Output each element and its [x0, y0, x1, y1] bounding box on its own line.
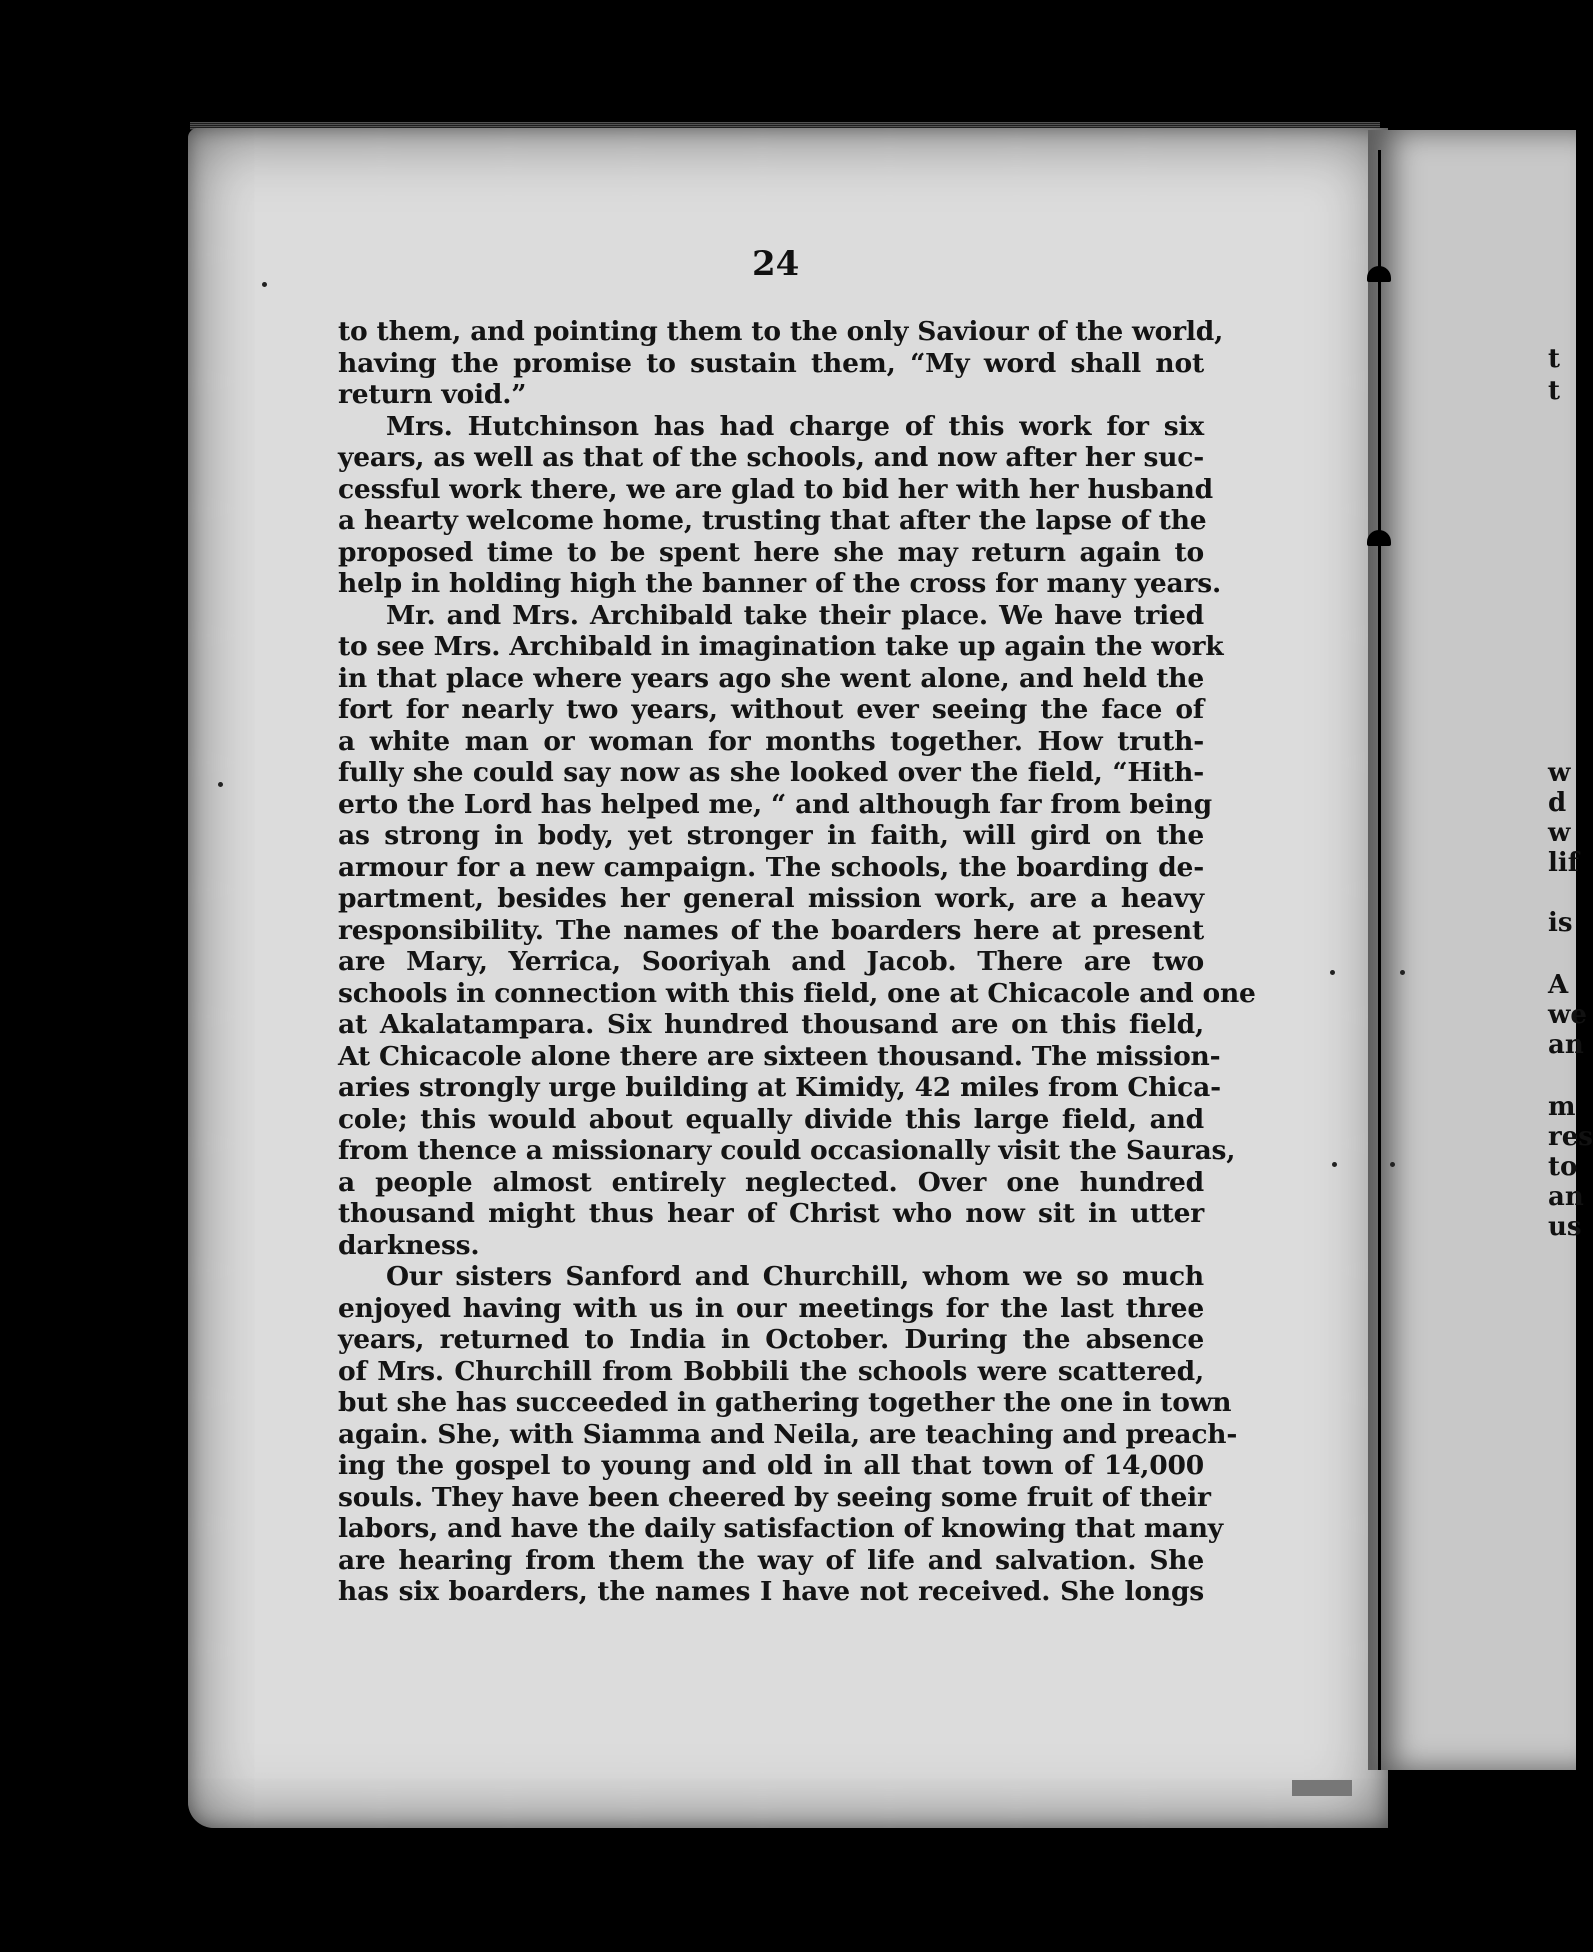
text-line: a white man or woman for months together. How truth- [338, 725, 1204, 757]
text-line: erto the Lord has helped me, “ and although far from being [338, 788, 1212, 820]
text-line: At Chicacole alone there are sixteen thousand. The mission- [338, 1040, 1221, 1072]
text-line: having the promise to sustain them, “My word shall not [338, 347, 1204, 379]
text-line: a people almost entirely neglected. Over one hundred [338, 1166, 1204, 1198]
text-line: aries strongly urge building at Kimidy, 42 miles from Chica- [338, 1072, 1221, 1103]
adjacent-page-fragment: an [1548, 1182, 1584, 1212]
scan-speck [1400, 970, 1405, 975]
text-line: labors, and have the daily satisfaction of knowing that many [338, 1513, 1223, 1544]
body-text [338, 316, 1256, 1608]
text-line: at Akalatampara. Six hundred thousand are on this field, [338, 1009, 1204, 1040]
adjacent-page-fragment: an [1548, 1030, 1584, 1060]
scan-artifact [1292, 1780, 1352, 1796]
adjacent-page-fragment: m [1548, 1092, 1576, 1122]
text-line: Mrs. Hutchinson has had charge of this work for six [386, 410, 1204, 442]
text-line: souls. They have been cheered by seeing some fruit of their [338, 1481, 1211, 1513]
text-line: fort for nearly two years, without ever seeing the face of [338, 694, 1204, 725]
text-line: schools in connection with this field, one at Chicacole and one [338, 977, 1256, 1009]
adjacent-page-fragment: d [1548, 788, 1567, 818]
scan-speck [1332, 1162, 1337, 1167]
text-line: return void.” [338, 379, 527, 410]
text-line: are hearing from them the way of life and salvation. She [338, 1544, 1204, 1576]
text-line: ing the gospel to young and old in all that town of 14,000 [338, 1450, 1204, 1481]
gutter-fold-line [1378, 150, 1381, 1770]
text-line: but she has succeeded in gathering together the one in town [338, 1387, 1232, 1418]
adjacent-page-fragment: A [1548, 970, 1569, 1000]
scan-speck [218, 782, 223, 787]
text-line: partment, besides her general mission work, are a heavy [338, 883, 1204, 914]
adjacent-page-fragment: lif [1548, 848, 1579, 878]
text-line: from thence a missionary could occasionally visit the Sauras, [338, 1135, 1236, 1166]
text-line: cessful work there, we are glad to bid her with her husband [338, 473, 1213, 505]
text-line: help in holding high the banner of the cross for many years. [338, 568, 1221, 599]
text-line: armour for a new campaign. The schools, the boarding de- [338, 851, 1204, 883]
text-line: thousand might thus hear of Christ who now sit in utter [338, 1198, 1204, 1229]
text-line: proposed time to be spent here she may return again to [338, 536, 1204, 568]
text-line: years, as well as that of the schools, and now after her suc- [338, 442, 1205, 473]
adjacent-page-fragment: w [1548, 818, 1571, 848]
text-line: Mr. and Mrs. Archibald take their place. We have tried [386, 599, 1204, 631]
page-number: 24 [752, 244, 800, 284]
adjacent-page-fragment: w [1548, 758, 1571, 788]
text-line: are Mary, Yerrica, Sooriyah and Jacob. There are two [338, 946, 1204, 977]
text-line: years, returned to India in October. During the absence [338, 1324, 1204, 1355]
text-line: has six boarders, the names I have not received. She longs [338, 1576, 1204, 1607]
text-line: a hearty welcome home, trusting that after the lapse of the [338, 505, 1207, 536]
adjacent-page-fragment: us [1548, 1212, 1582, 1242]
text-line: of Mrs. Churchill from Bobbili the schools were scattered, [338, 1355, 1204, 1387]
scan-speck [262, 282, 267, 287]
adjacent-page-fragment: we [1548, 1000, 1587, 1030]
text-line: fully she could say now as she looked over the field, “Hith- [338, 757, 1204, 788]
text-line: darkness. [338, 1229, 480, 1261]
adjacent-page-fragment: to [1548, 1152, 1578, 1182]
book-gutter [1368, 130, 1576, 1770]
scan-speck [1390, 1162, 1395, 1167]
text-line: responsibility. The names of the boarders here at present [338, 914, 1204, 946]
adjacent-page-fragment: t [1548, 376, 1561, 406]
adjacent-page-strip [1548, 130, 1593, 1770]
text-line: Our sisters Sanford and Churchill, whom we so much [386, 1261, 1204, 1292]
text-line: cole; this would about equally divide this large field, and [338, 1103, 1204, 1135]
text-line: again. She, with Siamma and Neila, are teaching and preach- [338, 1418, 1238, 1450]
adjacent-page-fragment: is [1548, 908, 1573, 938]
text-line: in that place where years ago she went alone, and held the [338, 662, 1204, 694]
text-line: to see Mrs. Archibald in imagination take up again the work [338, 631, 1224, 662]
adjacent-page-fragment: t [1548, 344, 1561, 374]
text-line: to them, and pointing them to the only Saviour of the world, [338, 316, 1224, 347]
scan-speck [1330, 970, 1335, 975]
text-line: as strong in body, yet stronger in faith, will gird on the [338, 820, 1204, 851]
adjacent-page-fragment: res [1548, 1122, 1593, 1152]
text-line: enjoyed having with us in our meetings for the last three [338, 1292, 1204, 1324]
